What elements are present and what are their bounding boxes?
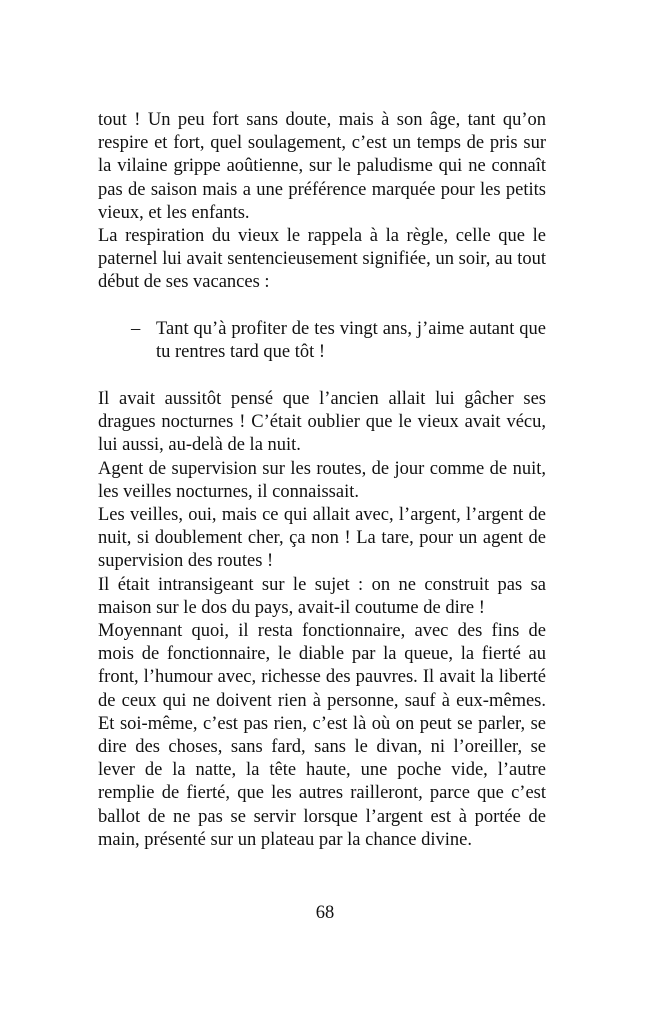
paragraph: La respiration du vieux le rappela à la règle, celle que le paternel lui avait sentencieusement signifiée, un soir, au tout début de ses vacances : xyxy=(98,226,546,293)
paragraph: tout ! Un peu fort sans doute, mais à son âge, tant qu’on respire et fort, quel soulagement, c’est un temps de pris sur la vilaine grippe aoûtienne, sur le paludisme qui ne connaît pas de saison mais a une préférence marquée pour les petits vieux, et les enfants. xyxy=(98,110,546,223)
paragraph: Agent de supervision sur les routes, de jour comme de nuit, les veilles nocturnes, il connaissait. xyxy=(98,458,546,502)
body-text xyxy=(98,109,546,852)
dialogue-dash: – xyxy=(131,318,141,339)
paragraph: Les veilles, oui, mais ce qui allait avec, l’argent, l’argent de nuit, si doublement cher, ça non ! La tare, pour un agent de supervision des routes ! xyxy=(98,505,546,572)
dialogue-line xyxy=(98,318,546,364)
page-number: 68 xyxy=(315,903,335,923)
paragraph: Il avait aussitôt pensé que l’ancien allait lui gâcher ses dragues nocturnes ! C’était oublier que le vieux avait vécu, lui aussi, au-delà de la nuit. xyxy=(98,389,546,456)
dialogue-text: Tant qu’à profiter de tes vingt ans, j’aime autant que tu rentres tard que tôt ! xyxy=(156,318,546,362)
paragraph: Moyennant quoi, il resta fonctionnaire, avec des fins de mois de fonctionnaire, le diable par la queue, la fierté au front, l’humour avec, richesse des pauvres. Il avait la liberté de ceux qui ne doivent rien à personne, sauf à eux-mêmes. Et soi-même, c’est pas rien, c’est là où on peut se parler, se dire des choses, sans fard, sans le divan, ni l’oreiller, se lever de la natte, la tête haute, une poche vide, l’autre remplie de fierté, que les autres railleront, parce que c’est ballot de ne pas se servir lorsque l’argent est à portée de main, présenté sur un plateau par la chance divine. xyxy=(98,621,546,850)
paragraph: Il était intransigeant sur le sujet : on ne construit pas sa maison sur le dos du pays, avait-il coutume de dire ! xyxy=(98,574,546,618)
